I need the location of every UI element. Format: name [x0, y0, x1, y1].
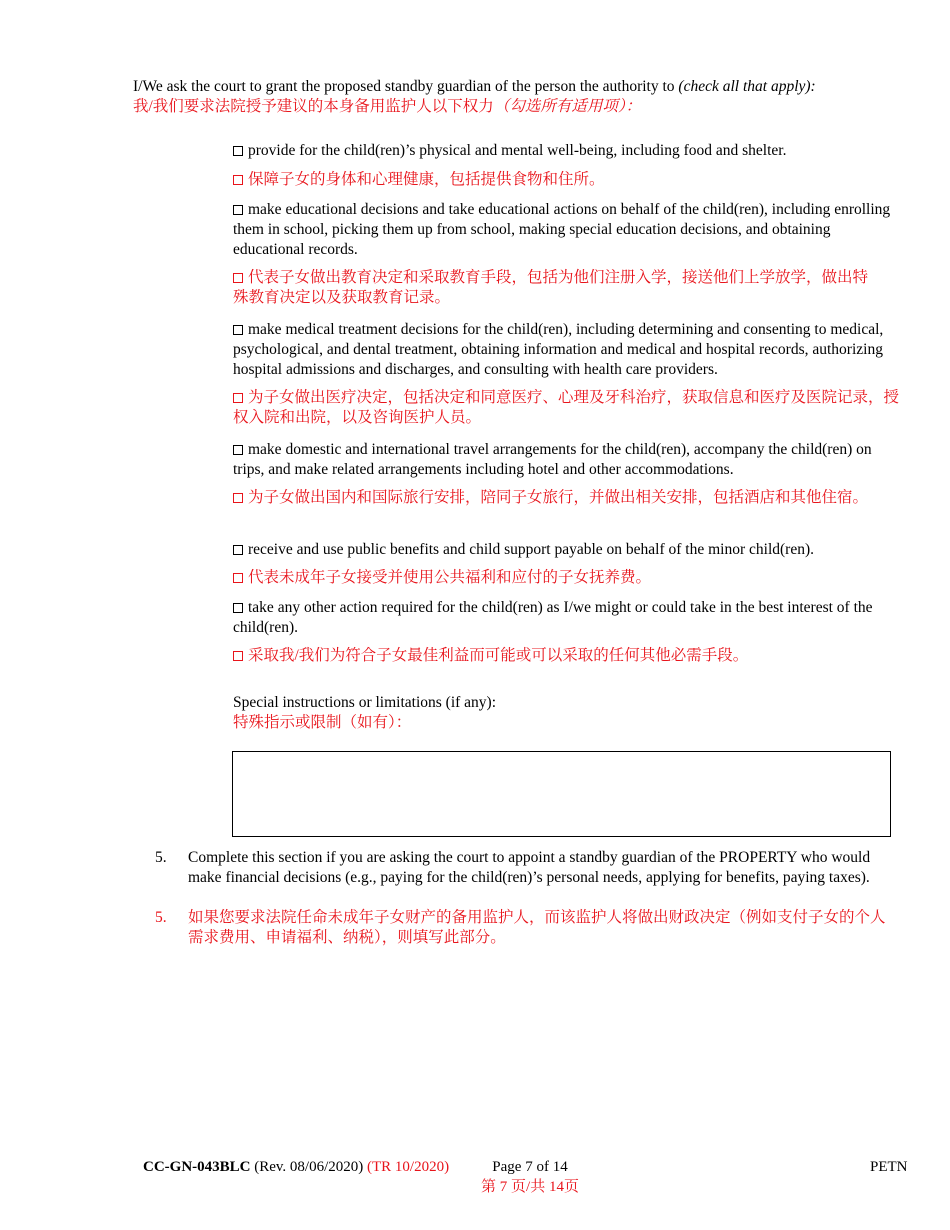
footer-code: PETN: [870, 1159, 908, 1175]
option-chinese: 保障子女的身体和心理健康，包括提供食物和住所。: [248, 171, 605, 188]
intro-english-text: I/We ask the court to grant the proposed standby guardian of the person the authority to: [133, 78, 679, 95]
checkbox[interactable]: [233, 603, 243, 613]
option-travel: [233, 440, 883, 480]
intro-paragraph: [133, 77, 913, 117]
option-travel-zh: [233, 488, 873, 508]
option-chinese: 采取我/我们为符合子女最佳利益而可能或可以采取的任何其他必需手段。: [248, 647, 749, 664]
checkbox[interactable]: [233, 273, 243, 283]
option-educational-zh: [233, 268, 883, 308]
checkbox[interactable]: [233, 651, 243, 661]
option-physical-wellbeing: [233, 141, 898, 161]
option-chinese: 代表子女做出教育决定和采取教育手段，包括为他们注册入学，接送他们上学放学，做出特殊教育决定以及获取教育记录。: [233, 269, 869, 306]
option-benefits: [233, 540, 898, 560]
item-5-chinese-text: 如果您要求法院任命未成年子女财产的备用监护人，而该监护人将做出财政决定（例如支付子女的个人需求费用、申请福利、纳税），则填写此部分。: [188, 909, 886, 946]
footer-page: [475, 1157, 585, 1197]
translation-date: (TR 10/2020): [367, 1159, 450, 1175]
item-number: 5.: [155, 909, 167, 926]
revision-date: (Rev. 08/06/2020): [254, 1159, 364, 1175]
checkbox[interactable]: [233, 445, 243, 455]
page-number-english: Page 7 of 14: [492, 1159, 568, 1175]
option-other-action: [233, 598, 898, 638]
intro-english-instruction: (check all that apply):: [678, 78, 816, 95]
form-number: CC-GN-043BLC: [143, 1159, 251, 1175]
checkbox[interactable]: [233, 393, 243, 403]
special-instructions-chinese: 特殊指示或限制（如有）：: [233, 714, 412, 731]
intro-chinese-instruction: （勾选所有适用项）：: [493, 98, 642, 115]
option-chinese: 代表未成年子女接受并使用公共福利和应付的子女抚养费。: [248, 569, 652, 586]
special-instructions-input[interactable]: [232, 751, 891, 837]
option-chinese: 为子女做出医疗决定，包括决定和同意医疗、心理及牙科治疗，获取信息和医疗及医院记录，授权入院和出院，以及咨询医护人员。: [233, 389, 900, 426]
item-number: 5.: [155, 849, 167, 866]
intro-chinese: [133, 97, 913, 117]
option-medical-zh: [233, 388, 905, 428]
option-english: make medical treatment decisions for the child(ren), including determining and consenting to medical, psychological, and dental treatment, obtaining information and medical and hospital records, authorizing hospital admissions and discharges, and consulting with health care providers.: [233, 321, 884, 378]
option-medical: [233, 320, 909, 380]
item-5-english-text: Complete this section if you are asking the court to appoint a standby guardian of the PROPERTY who would make financial decisions (e.g., paying for the child(ren)’s personal needs, applying for benefits, paying taxes).: [188, 849, 871, 886]
option-english: receive and use public benefits and child support payable on behalf of the minor child(ren).: [248, 541, 814, 558]
checkbox[interactable]: [233, 545, 243, 555]
checkbox[interactable]: [233, 205, 243, 215]
option-physical-wellbeing-zh: [233, 170, 898, 190]
option-english: make educational decisions and take educational actions on behalf of the child(ren), including enrolling them in school, picking them up from school, making special education decisions, and obtaining educational records.: [233, 201, 891, 258]
option-other-action-zh: [233, 646, 898, 666]
option-benefits-zh: [233, 568, 898, 588]
checkbox[interactable]: [233, 175, 243, 185]
option-english: provide for the child(ren)’s physical and mental well-being, including food and shelter.: [248, 142, 787, 159]
intro-english: [133, 77, 913, 97]
option-educational: [233, 200, 898, 260]
checkbox[interactable]: [233, 493, 243, 503]
special-instructions-english: Special instructions or limitations (if any):: [233, 694, 497, 711]
intro-chinese-text: 我/我们要求法院授予建议的本身备用监护人以下权力: [133, 98, 494, 115]
special-instructions-label: [233, 693, 496, 733]
checkbox[interactable]: [233, 573, 243, 583]
option-chinese: 为子女做出国内和国际旅行安排，陪同子女旅行，并做出相关安排，包括酒店和其他住宿。: [248, 489, 869, 506]
option-english: make domestic and international travel arrangements for the child(ren), accompany the child(ren) on trips, and make related arrangements including hotel and other accommodations.: [233, 441, 872, 478]
checkbox[interactable]: [233, 325, 243, 335]
page-number-chinese: 第 7 页/共 14页: [481, 1179, 579, 1195]
footer-form-id: [143, 1157, 449, 1177]
checkbox[interactable]: [233, 146, 243, 156]
option-english: take any other action required for the child(ren) as I/we might or could take in the best interest of the child(ren).: [233, 599, 873, 636]
